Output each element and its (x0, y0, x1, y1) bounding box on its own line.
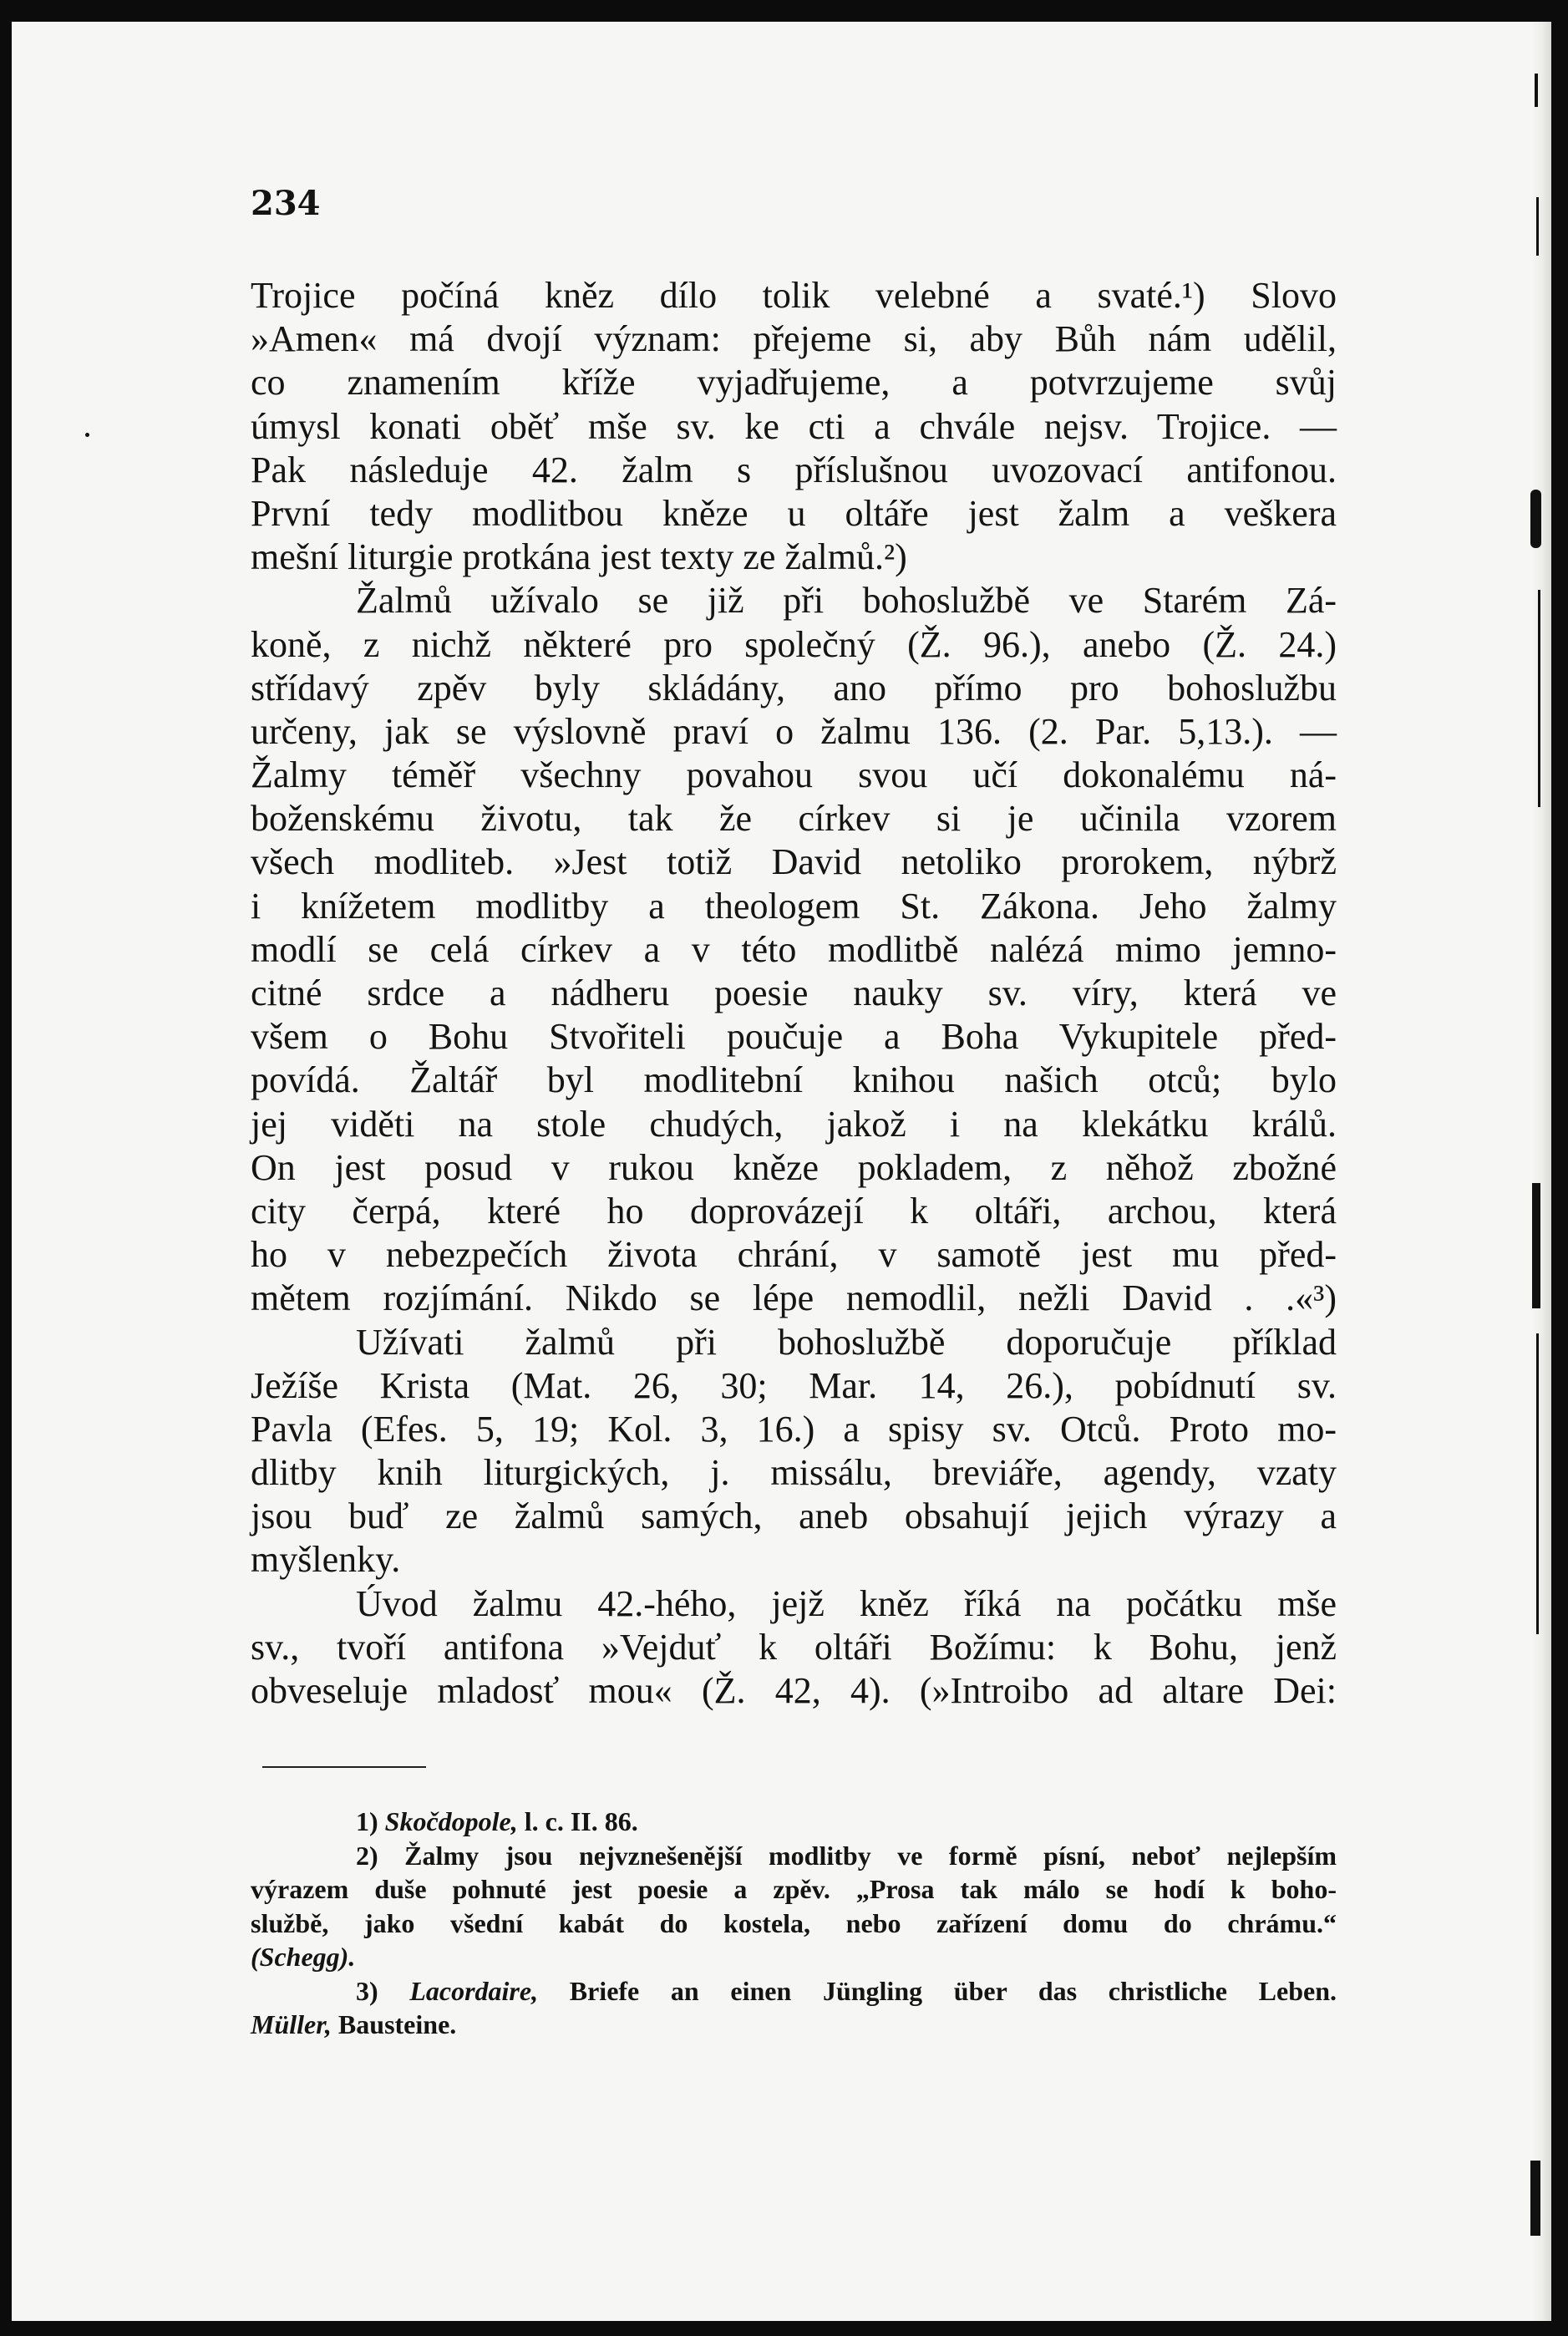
footnote-text: Bausteine. (337, 2009, 457, 2039)
text-line: určeny, jak se výslovně praví o žalmu 136. (2. Par. 5,13.). — (251, 710, 1337, 752)
text-line: »Amen« má dvojí význam: přejeme si, aby Bůh nám udělil, (251, 318, 1337, 360)
footnote-text: l. c. II. 86. (524, 1806, 638, 1836)
text-line: úmysl konati oběť mše sv. ke cti a chvále nejsv. Trojice. — (251, 405, 1337, 447)
text-line: mešní liturgie protkána jest texty ze žalmů.²) (251, 536, 907, 578)
edge-mark (85, 433, 89, 437)
text-line: boženskému životu, tak že církev si je učinila vzorem (251, 798, 1337, 840)
footnote-3 (251, 1974, 1337, 2008)
text-line: obveseluje mladosť mou« (Ž. 42, 4). (»Introibo ad altare Dei: (251, 1670, 1337, 1711)
text-line: koně, z nichž některé pro společný (Ž. 96.), anebo (Ž. 24.) (251, 623, 1337, 665)
edge-mark (1538, 590, 1540, 807)
footnote-1 (251, 1805, 1337, 1839)
text-line: Žalmů užívalo se již při bohoslužbě ve Starém Zá- (356, 580, 1337, 622)
edge-mark (1536, 1333, 1539, 1634)
text-line: Žalmy téměř všechny povahou svou učí dokonalému ná- (251, 754, 1337, 796)
text-line: střídavý zpěv byly skládány, ano přímo pro bohoslužbu (251, 667, 1337, 708)
footnote-marker: 2) (356, 1840, 378, 1871)
footnote-author: Lacordaire, (409, 1975, 539, 2006)
text-line: jsou buď ze žalmů samých, aneb obsahují jejich výrazy a (251, 1496, 1337, 1537)
text-line: modlí se celá církev a v této modlitbě nalézá mimo jemno- (251, 928, 1337, 970)
footnote-divider (262, 1766, 426, 1768)
page-number: 234 (251, 184, 321, 223)
footnote-2 (251, 1839, 1337, 1873)
text-line: První tedy modlitbou kněze u oltáře jest žalm a veškera (251, 492, 1337, 534)
footnote-source: (Schegg). (251, 1942, 356, 1972)
text-line: Pak následuje 42. žalm s příslušnou uvozovací antifonou. (251, 449, 1337, 490)
footnotes (251, 1805, 1337, 2042)
text-line: i knížetem modlitby a theologem St. Zákona. Jeho žalmy (251, 885, 1337, 927)
text-line: Úvod žalmu 42.-hého, jejž kněz říká na počátku mše (356, 1582, 1337, 1624)
text-line: jej viděti na stole chudých, jakož i na klekátku králů. (251, 1103, 1337, 1145)
footnote-marker: 1) (356, 1806, 378, 1836)
text-line: ho v nebezpečích života chrání, v samotě jest mu před- (251, 1234, 1337, 1276)
text-line: Užívati žalmů při bohoslužbě doporučuje příklad (356, 1321, 1337, 1363)
text-line: všem o Bohu Stvořiteli poučuje a Boha Vykupitele před- (251, 1016, 1337, 1058)
footnote-author: Skočdopole, (384, 1806, 518, 1836)
text-line: citné srdce a nádheru poesie nauky sv. víry, která ve (251, 972, 1337, 1013)
text-line: On jest posud v rukou kněze pokladem, z něhož zbožné (251, 1146, 1337, 1188)
main-text (251, 274, 1337, 1713)
footnote-marker: 3) (356, 1975, 378, 2006)
footnote-text: Briefe an einen Jüngling über das christliche Leben. (569, 1975, 1337, 2006)
edge-mark (1530, 2161, 1540, 2236)
edge-mark (1532, 1183, 1540, 1308)
text-line: mětem rozjímání. Nikdo se lépe nemodlil, nežli David . .«³) (251, 1277, 1337, 1319)
page-edge-shadow (1532, 22, 1551, 2321)
book-page (12, 22, 1551, 2321)
footnote-source-line (251, 1940, 1337, 1974)
text-line: Trojice počíná kněz dílo tolik velebné a svaté.¹) Slovo (251, 275, 1337, 316)
text-line: všech modliteb. »Jest totiž David netoliko prorokem, nýbrž (251, 841, 1337, 883)
edge-mark (1536, 197, 1539, 256)
footnote-text-line: výrazem duše pohnuté jest poesie a zpěv. „Prosa tak málo se hodí k boho- (251, 1874, 1337, 1904)
text-line: myšlenky. (251, 1539, 401, 1581)
footnote-text: Žalmy jsou nejvznešenější modlitby ve formě písní, neboť nejlepším (404, 1840, 1337, 1871)
footnote-text-line (251, 2008, 1337, 2042)
text-line: sv., tvoří antifona »Vejduť k oltáři Božímu: k Bohu, jenž (251, 1626, 1337, 1668)
footnote-author: Müller, (251, 2009, 332, 2039)
text-line: Pavla (Efes. 5, 19; Kol. 3, 16.) a spisy sv. Otců. Proto mo- (251, 1408, 1337, 1450)
footnote-text-line: službě, jako všední kabát do kostela, nebo zařízení domu do chrámu.“ (251, 1907, 1337, 1938)
text-line: dlitby knih liturgických, j. missálu, breviáře, agendy, vzaty (251, 1452, 1337, 1494)
edge-mark (1535, 74, 1538, 107)
text-line: city čerpá, které ho doprovázejí k oltáři, archou, která (251, 1190, 1337, 1231)
edge-mark (1530, 490, 1541, 548)
text-line: Ježíše Krista (Mat. 26, 30; Mar. 14, 26.), pobídnutí sv. (251, 1364, 1337, 1406)
text-line: povídá. Žaltář byl modlitební knihou našich otců; bylo (251, 1059, 1337, 1101)
text-line: co znamením kříže vyjadřujeme, a potvrzujeme svůj (251, 362, 1337, 404)
